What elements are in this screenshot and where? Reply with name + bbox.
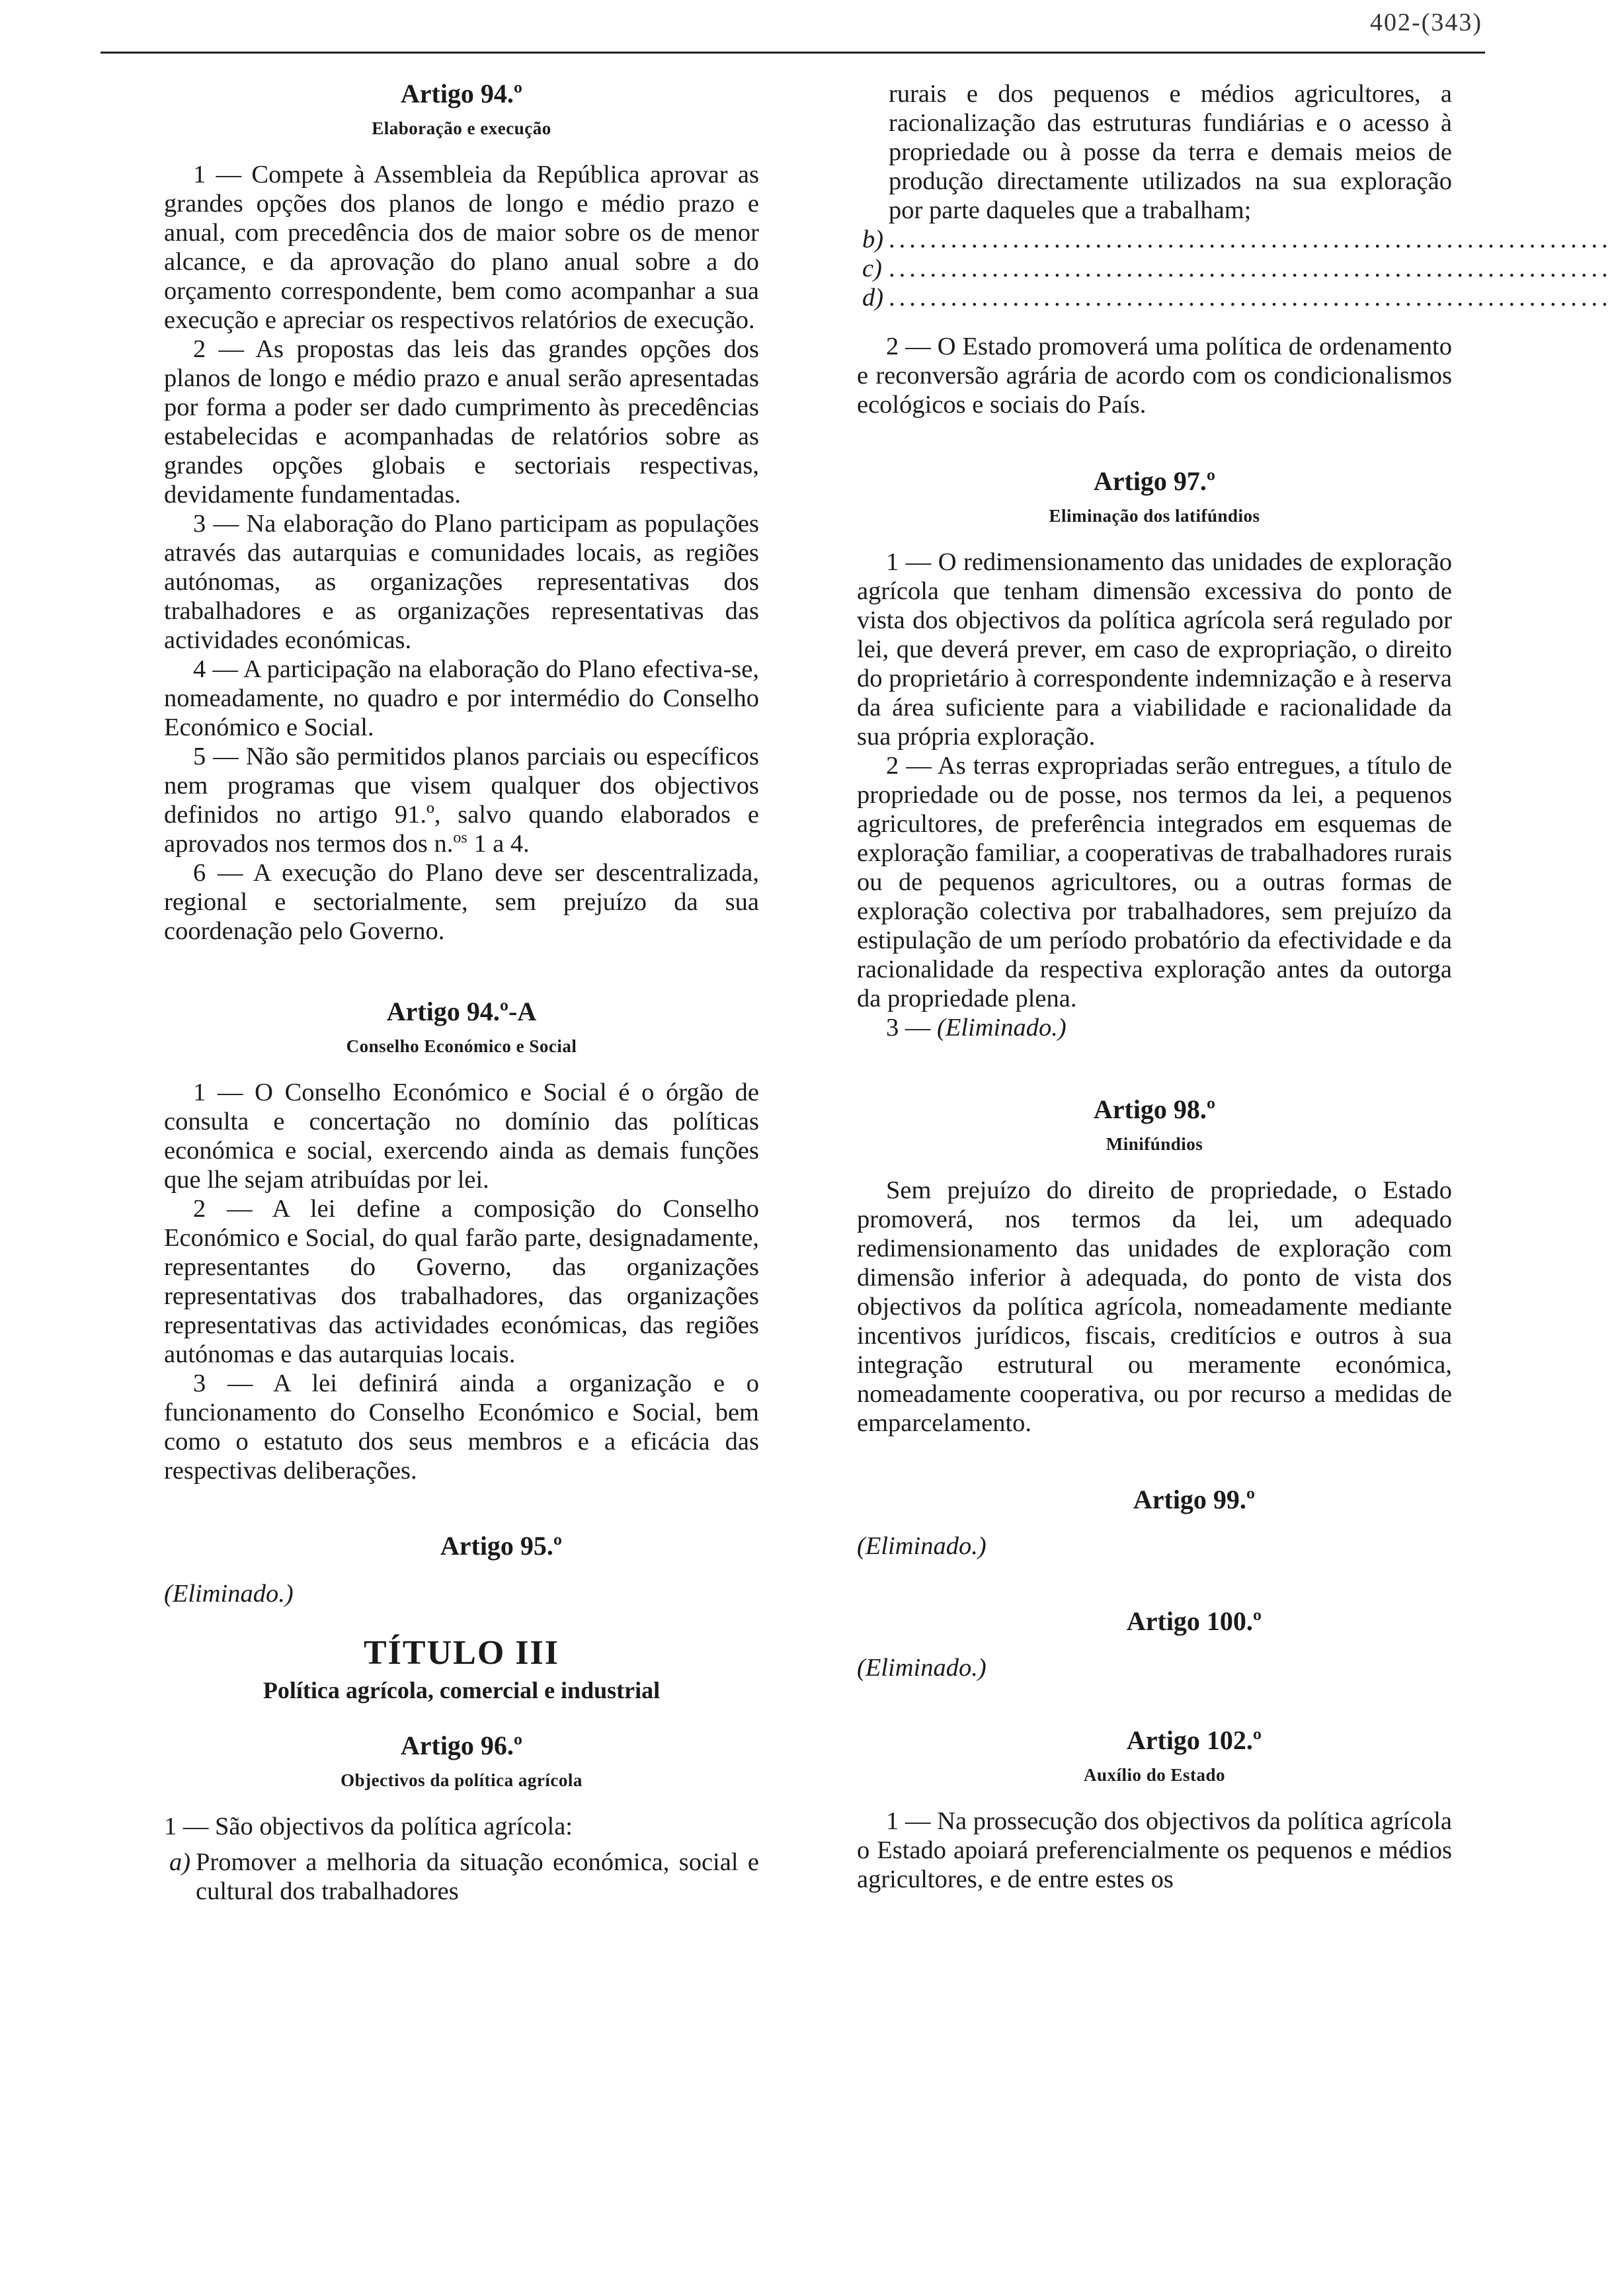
article-96-continued bbox=[857, 79, 1612, 419]
article-title: Artigo 99.º bbox=[1133, 1485, 1256, 1514]
article-epigraph: Objectivos da política agrícola bbox=[341, 1770, 583, 1790]
article-title: Artigo 96.º bbox=[400, 1731, 523, 1760]
paragraph: 1 — São objectivos da política agrícola: bbox=[164, 1813, 573, 1840]
paragraph-text: 3 — bbox=[886, 1014, 937, 1042]
list-item bbox=[164, 1848, 759, 1906]
list-item bbox=[857, 225, 1612, 254]
article-94-a bbox=[164, 997, 759, 1485]
article-epigraph: Eliminação dos latifúndios bbox=[1049, 506, 1260, 526]
left-column bbox=[164, 79, 759, 1906]
paragraph-text: 1 a 4. bbox=[467, 830, 530, 858]
article-102 bbox=[857, 1726, 1452, 1894]
article-97 bbox=[857, 467, 1452, 1042]
list-item bbox=[857, 79, 1452, 225]
article-epigraph: Minifúndios bbox=[1106, 1134, 1203, 1154]
article-title: Artigo 100.º bbox=[1126, 1606, 1262, 1636]
article-epigraph: Elaboração e execução bbox=[372, 118, 551, 138]
list-letter: c) bbox=[862, 255, 882, 282]
paragraph: 4 — A participação na elaboração do Plano efectiva-se, nomeadamente, no quadro e por intermédio do Conselho Económico e Social. bbox=[164, 655, 759, 741]
paragraph: 3 — A lei definirá ainda a organização e o funcionamento do Conselho Económico e Social, bem como o estatuto dos seus membros e a eficácia das respectivas deliberações. bbox=[164, 1370, 759, 1485]
header-rule bbox=[101, 52, 1485, 54]
paragraph bbox=[857, 1013, 1452, 1042]
article-title: Artigo 94.º bbox=[400, 79, 523, 108]
paragraph: 1 — Na prossecução dos objectivos da política agrícola o Estado apoiará preferencialmente os pequenos e médios agricultores, e de entre estes os bbox=[857, 1807, 1452, 1893]
dot-leader: ...................................................................... bbox=[889, 226, 1612, 253]
page-number: 402-(343) bbox=[1370, 9, 1482, 36]
article-title: Artigo 97.º bbox=[1093, 466, 1216, 496]
article-status: (Eliminado.) bbox=[857, 1654, 987, 1682]
article-100 bbox=[857, 1607, 1452, 1682]
paragraph: 1 — O Conselho Económico e Social é o órgão de consulta e concertação no domínio das políticas económica e social, exercendo ainda as demais funções que lhe sejam atribuídas por lei. bbox=[164, 1079, 759, 1194]
paragraph: 1 — Compete à Assembleia da República aprovar as grandes opções dos planos de longo e médio prazo e anual, com precedência dos de maior sobre os de menor alcance, e da aprovação do plano anual sobre a do orçamento correspondente, bem como acompanhar a sua execução e apreciar os respectivos relatórios de execução. bbox=[164, 161, 759, 334]
article-epigraph: Conselho Económico e Social bbox=[346, 1036, 577, 1056]
article-status: (Eliminado.) bbox=[937, 1014, 1067, 1042]
part-title: TÍTULO III bbox=[364, 1634, 559, 1672]
paragraph-text: 5 — Não são permitidos planos parciais ou específicos nem programas que visem qualquer dos objectivos definidos no artigo 91.º, salvo quando elaborados e aprovados nos termos dos n. bbox=[164, 743, 759, 858]
list-text: rurais e dos pequenos e médios agricultores, a racionalização das estruturas fundiárias e o acesso à propriedade ou à posse da terra e demais meios de produção directamente utilizados na sua exploração por parte daqueles que a trabalham; bbox=[889, 80, 1452, 224]
paragraph: 1 — O redimensionamento das unidades de exploração agrícola que tenham dimensão excessiva do ponto de vista dos objectivos da política agrícola será regulado por lei, que deverá prever, em caso de expropriação, o direito do proprietário à correspondente indemnização e à reserva da área suficiente para a viabilidade e racionalidade da sua própria exploração. bbox=[857, 548, 1452, 751]
titulo-iii bbox=[164, 1634, 759, 1705]
article-status: (Eliminado.) bbox=[857, 1532, 987, 1560]
article-title: Artigo 95.º bbox=[440, 1531, 563, 1561]
list-letter: b) bbox=[862, 226, 884, 253]
paragraph: 2 — As propostas das leis das grandes opções dos planos de longo e médio prazo e anual serão apresentadas por forma a poder ser dado cumprimento às precedências estabelecidas e acompanhadas de relatórios sobre as grandes opções globais e sectoriais respectivas, devidamente fundamentadas. bbox=[164, 335, 759, 509]
part-subtitle: Política agrícola, comercial e industrial bbox=[262, 1677, 661, 1703]
list-item bbox=[857, 283, 1612, 312]
paragraph: 6 — A execução do Plano deve ser descentralizada, regional e sectorialmente, sem prejuízo da sua coordenação pelo Governo. bbox=[164, 859, 759, 945]
list-letter: a) bbox=[169, 1848, 191, 1876]
list-item bbox=[857, 254, 1612, 283]
article-96 bbox=[164, 1731, 759, 1906]
article-98 bbox=[857, 1095, 1452, 1438]
article-epigraph: Auxílio do Estado bbox=[1083, 1765, 1226, 1785]
article-94 bbox=[164, 79, 759, 946]
dot-leader: ...................................................................... bbox=[889, 255, 1612, 282]
paragraph: 2 — As terras expropriadas serão entregues, a título de propriedade ou de posse, nos termos da lei, a pequenos agricultores, de preferência integrados em esquemas de exploração familiar, a cooperativas de trabalhadores rurais ou de pequenos agricultores, ou a outras formas de exploração colectiva por trabalhadores, sem prejuízo da estipulação de um período probatório da efectividade e da racionalidade da respectiva exploração antes da outorga da propriedade plena. bbox=[857, 752, 1452, 1012]
superscript: os bbox=[453, 829, 467, 847]
article-95 bbox=[164, 1532, 759, 1608]
paragraph: 3 — Na elaboração do Plano participam as populações através das autarquias e comunidades locais, as regiões autónomas, as organizações representativas dos trabalhadores e as organizações representativas das actividades económicas. bbox=[164, 510, 759, 654]
paragraph: 2 — A lei define a composição do Conselho Económico e Social, do qual farão parte, designadamente, representantes do Governo, das organizações representativas dos trabalhadores, das organizações representativas das actividades económicas, das regiões autónomas e das autarquias locais. bbox=[164, 1195, 759, 1368]
paragraph bbox=[164, 742, 759, 858]
article-title: Artigo 94.º-A bbox=[386, 997, 537, 1026]
article-status: (Eliminado.) bbox=[164, 1580, 294, 1608]
list-letter: d) bbox=[862, 284, 884, 311]
article-title: Artigo 98.º bbox=[1093, 1094, 1216, 1124]
paragraph: 2 — O Estado promoverá uma política de ordenamento e reconversão agrária de acordo com os condicionalismos ecológicos e sociais do País. bbox=[857, 333, 1452, 419]
right-column bbox=[857, 79, 1612, 1894]
list-text: Promover a melhoria da situação económica, social e cultural dos trabalhadores bbox=[196, 1848, 759, 1905]
article-99 bbox=[857, 1485, 1452, 1561]
dot-leader: ...................................................................... bbox=[889, 284, 1612, 311]
article-title: Artigo 102.º bbox=[1126, 1725, 1262, 1755]
paragraph: Sem prejuízo do direito de propriedade, o Estado promoverá, nos termos da lei, um adequado redimensionamento das unidades de exploração com dimensão inferior à adequada, do ponto de vista dos objectivos da política agrícola, nomeadamente mediante incentivos jurídicos, fiscais, creditícios e outros à sua integração estrutural ou meramente económica, nomeadamente cooperativa, ou por recurso a medidas de emparcelamento. bbox=[857, 1176, 1452, 1437]
